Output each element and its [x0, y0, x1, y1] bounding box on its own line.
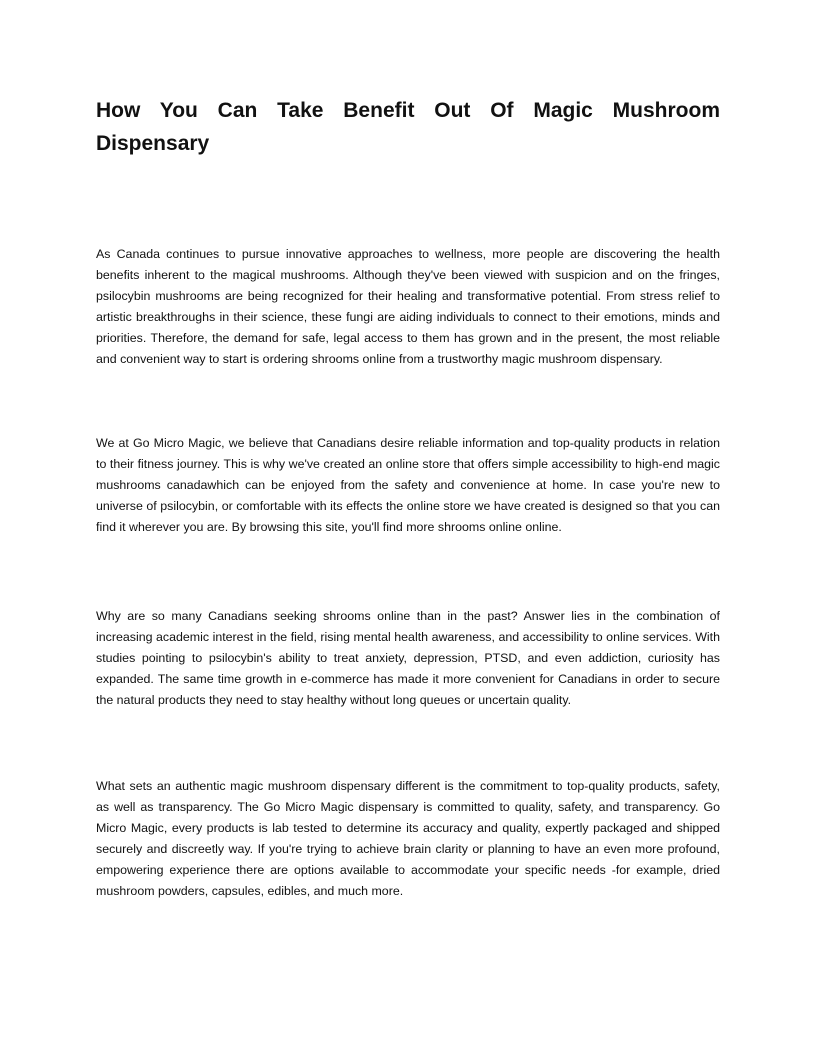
document-title: How You Can Take Benefit Out Of Magic Mushroom Dispensary	[96, 99, 720, 155]
paragraph-2: We at Go Micro Magic, we believe that Canadians desire reliable information and top-quality products in relation to their fitness journey. This is why we've created an online store that offers simple accessibility to high-end magic mushrooms canadawhich can be enjoyed from the safety and convenience at home. In case you're new to universe of psilocybin, or comfortable with its effects the online store we have created is designed so that you can find it wherever you are. By browsing this site, you'll find more shrooms online online.	[96, 436, 720, 534]
paragraph-4: What sets an authentic magic mushroom dispensary different is the commitment to top-quality products, safety, as well as transparency. The Go Micro Magic dispensary is committed to quality, safety, and transparency. Go Micro Magic, every products is lab tested to determine its accuracy and quality, expertly packaged and shipped securely and discreetly way. If you're trying to achieve brain clarity or planning to have an even more profound, empowering experience there are options available to accommodate your specific needs -for example, dried mushroom powders, capsules, edibles, and much more.	[96, 779, 720, 898]
paragraph-1: As Canada continues to pursue innovative approaches to wellness, more people are discovering the health benefits inherent to the magical mushrooms. Although they've been viewed with suspicion and on the fringes, psilocybin mushrooms are being recognized for their healing and transformative potential. From stress relief to artistic breakthroughs in their science, these fungi are aiding individuals to connect to their emotions, minds and priorities. Therefore, the demand for safe, legal access to them has grown and in the present, the most reliable and convenient way to start is ordering shrooms online from a trustworthy magic mushroom dispensary.	[96, 247, 720, 366]
paragraph-3: Why are so many Canadians seeking shrooms online than in the past? Answer lies in the combination of increasing academic interest in the field, rising mental health awareness, and accessibility to online services. With studies pointing to psilocybin's ability to treat anxiety, depression, PTSD, and even addiction, curiosity has expanded. The same time growth in e-commerce has made it more convenient for Canadians in order to secure the natural products they need to stay healthy without long queues or uncertain quality.	[96, 609, 720, 707]
